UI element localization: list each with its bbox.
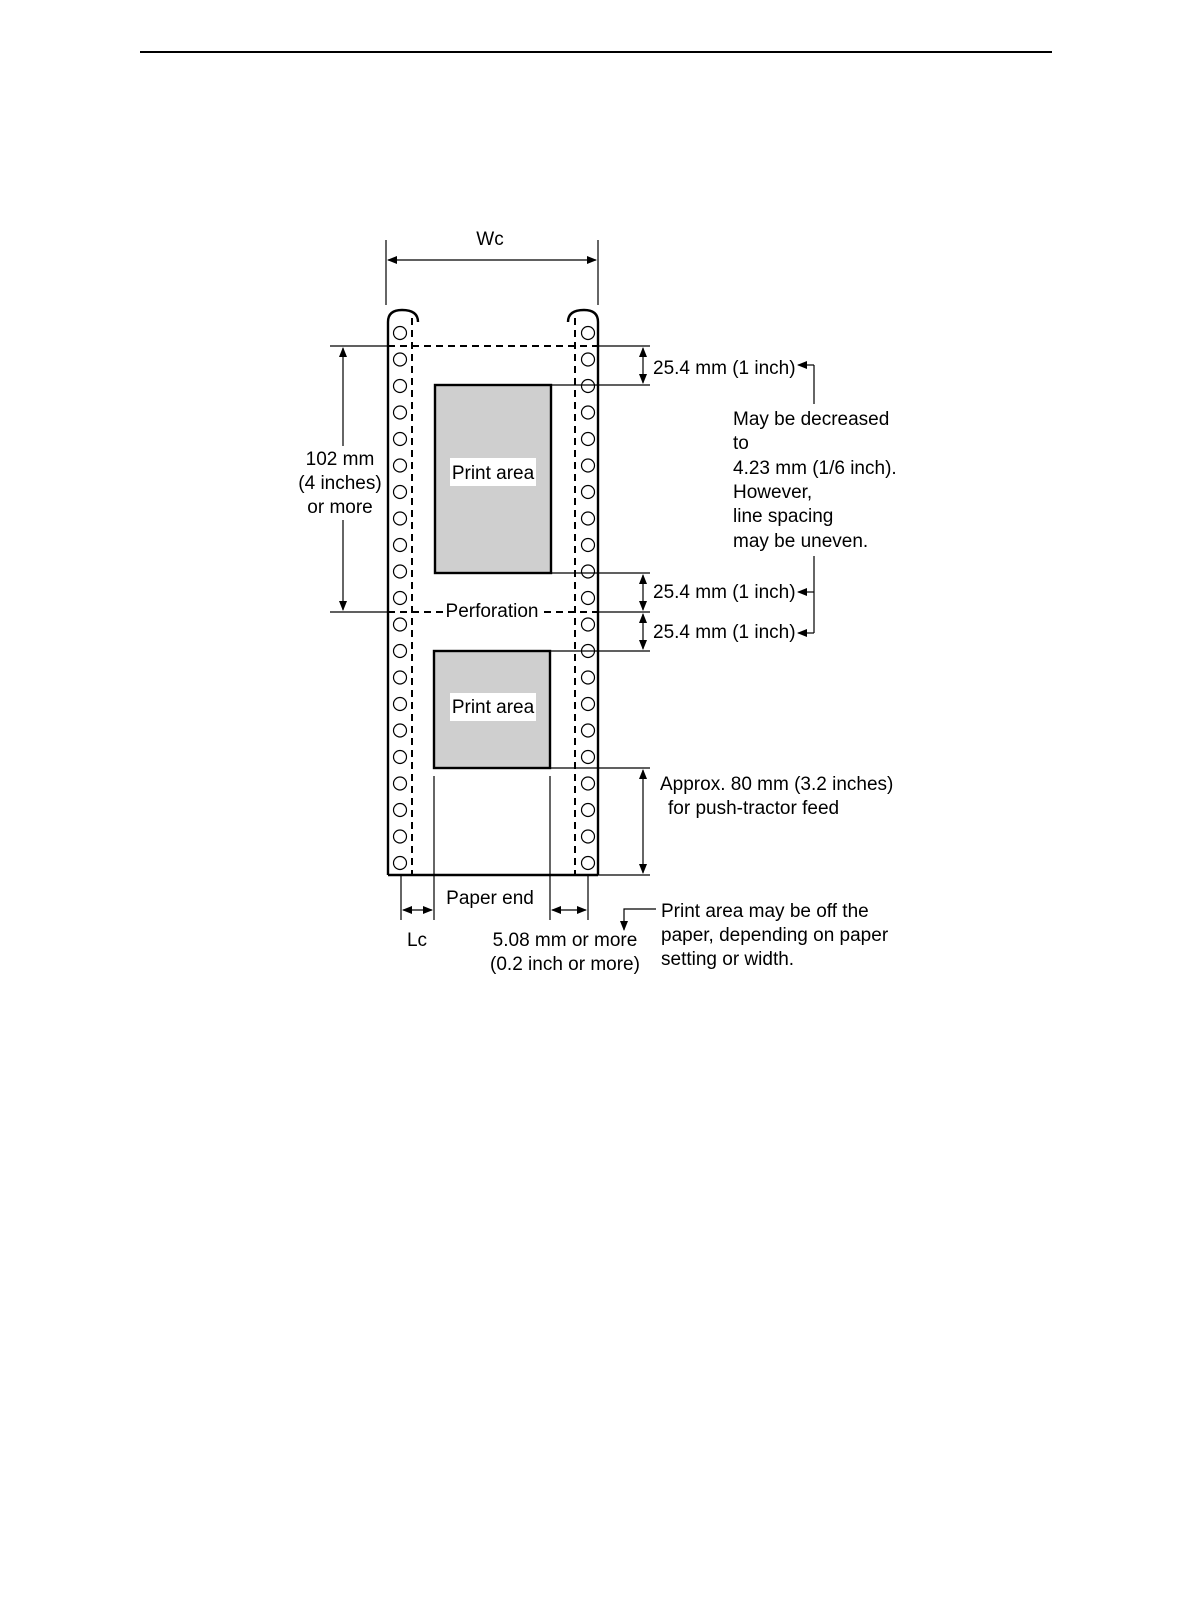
right-tractor-hole <box>582 698 595 711</box>
right-tractor-hole <box>582 777 595 790</box>
left-tractor-hole <box>394 565 407 578</box>
bottom-margin-label: 25.4 mm (1 inch) <box>653 582 796 603</box>
after-perforation-label: 25.4 mm (1 inch) <box>653 622 796 643</box>
right-tractor-hole <box>582 671 595 684</box>
left-tractor-hole <box>394 433 407 446</box>
right-tractor-hole <box>582 486 595 499</box>
paper-end-label: Paper end <box>446 888 534 909</box>
push-tractor-dimension <box>550 768 650 875</box>
left-tractor-hole <box>394 724 407 737</box>
decrease-note-line-3: 4.23 mm (1/6 inch). <box>733 458 897 479</box>
print-area-2-label: Print area <box>451 697 535 718</box>
wc-dimension <box>386 229 598 305</box>
left-tractor-hole <box>394 512 407 525</box>
decrease-note-line-6: may be uneven. <box>733 531 869 552</box>
decrease-note-line-2: to <box>733 433 749 454</box>
off-paper-line-3: setting or width. <box>661 949 795 970</box>
print-area-1-label: Print area <box>451 463 535 484</box>
off-paper-line-1: Print area may be off the <box>661 901 869 922</box>
left-tractor-hole <box>394 698 407 711</box>
left-tractor-hole <box>394 406 407 419</box>
right-margin-line-1: 5.08 mm or more <box>492 930 638 951</box>
right-tractor-hole <box>582 380 595 393</box>
left-tractor-hole <box>394 380 407 393</box>
left-tractor-hole <box>394 486 407 499</box>
left-margin-dimension <box>403 910 432 951</box>
right-margin-dimension <box>490 910 640 978</box>
right-tractor-hole <box>582 459 595 472</box>
right-tractor-hole <box>582 512 595 525</box>
decrease-note-line-5: line spacing <box>733 506 834 527</box>
left-tractor-hole <box>394 645 407 658</box>
left-tractor-hole <box>394 671 407 684</box>
left-tractor-hole <box>394 777 407 790</box>
right-tractor-hole <box>582 327 595 340</box>
push-tractor-line-1: Approx. 80 mm (3.2 inches) <box>660 774 894 795</box>
right-tractor-hole <box>582 724 595 737</box>
left-tractor-hole <box>394 327 407 340</box>
left-tractor-hole <box>394 857 407 870</box>
right-tractor-hole <box>582 592 595 605</box>
left-tractor-hole <box>394 353 407 366</box>
left-tractor-hole <box>394 592 407 605</box>
perforation-label: Perforation <box>445 601 539 622</box>
left-tractor-hole <box>394 539 407 552</box>
left-tractor-hole <box>394 751 407 764</box>
page-length-line-1: 102 mm <box>305 449 375 470</box>
right-tractor-hole <box>582 618 595 631</box>
right-tractor-hole <box>582 804 595 817</box>
right-tractor-hole <box>582 539 595 552</box>
right-tractor-hole <box>582 751 595 764</box>
right-tractor-hole <box>582 857 595 870</box>
right-tractor-hole <box>582 406 595 419</box>
lc-label: Lc <box>406 930 428 951</box>
push-tractor-line-2: for push-tractor feed <box>668 798 840 819</box>
wc-label: Wc <box>476 229 504 250</box>
page-length-line-2: (4 inches) <box>298 473 382 494</box>
left-tractor-hole <box>394 830 407 843</box>
left-tractor-hole <box>394 618 407 631</box>
decrease-note-line-4: However, <box>733 482 813 503</box>
right-tractor-hole <box>582 565 595 578</box>
right-tractor-hole <box>582 830 595 843</box>
left-tractor-hole <box>394 804 407 817</box>
decrease-note-line-1: May be decreased <box>733 409 890 430</box>
off-paper-line-2: paper, depending on paper <box>661 925 889 946</box>
right-margin-line-2: (0.2 inch or more) <box>490 954 640 975</box>
right-tractor-hole <box>582 353 595 366</box>
top-margin-label: 25.4 mm (1 inch) <box>653 358 796 379</box>
page-length-line-3: or more <box>307 497 373 518</box>
right-tractor-hole <box>582 433 595 446</box>
page-length-dimension <box>296 346 388 612</box>
left-tractor-hole <box>394 459 407 472</box>
